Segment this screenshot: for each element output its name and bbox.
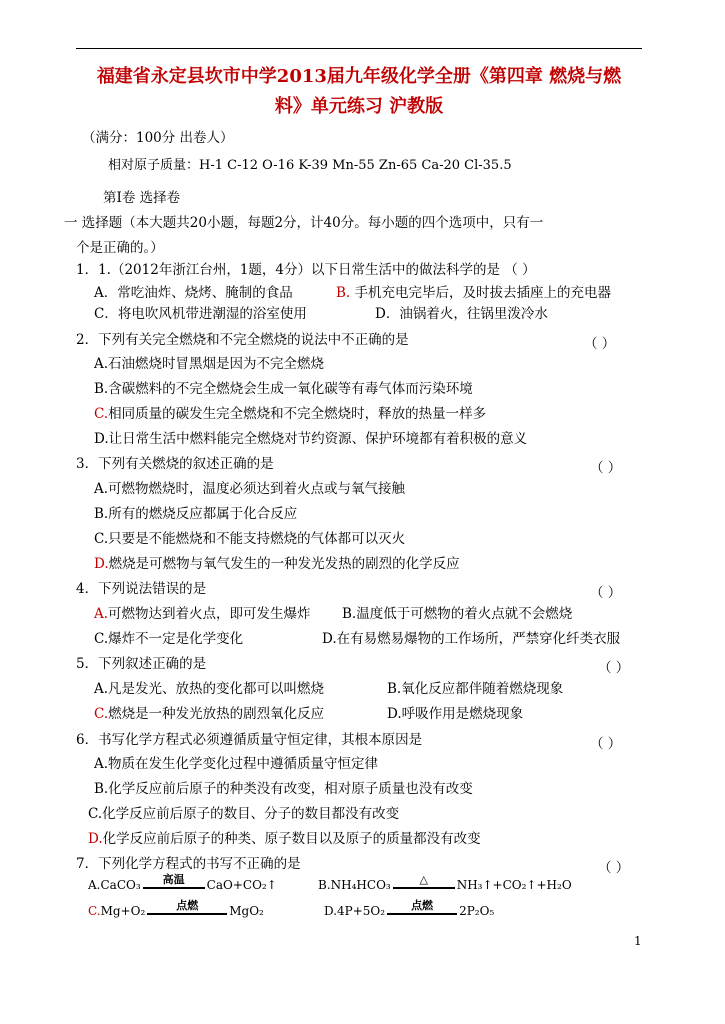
option-a: A.物质在发生化学变化过程中遵循质量守恒定律: [94, 756, 379, 772]
option-b: B.化学反应前后原子的种类没有改变，相对原子质量也没有改变: [94, 781, 473, 797]
option-c: C.化学反应前后原子的数目、分子的数目都没有改变: [88, 806, 400, 822]
answer-paren: （ ）: [590, 736, 622, 752]
reaction-arrow: 点燃: [387, 900, 457, 919]
option-a: A.可燃物达到着火点，即可发生爆炸: [94, 606, 311, 622]
reaction-arrow: 点燃: [147, 900, 227, 919]
section-heading: 第Ⅰ卷 选择卷: [103, 190, 181, 206]
option-b: B.所有的燃烧反应都属于化合反应: [94, 506, 298, 522]
question-stem: 4．下列说法错误的是: [76, 581, 207, 597]
option-a: A．常吃油炸、烧烤、腌制的食品: [94, 285, 293, 301]
question-stem: 7．下列化学方程式的书写不正确的是: [76, 856, 301, 872]
option-b: B.氧化反应都伴随着燃烧现象: [387, 681, 564, 697]
option-d: D.让日常生活中燃料能完全燃烧对节约资源、保护环境都有着积极的意义: [94, 431, 528, 447]
option-d: D.在有易燃易爆物的工作场所，严禁穿化纤类衣服: [322, 631, 621, 647]
option-c: C.燃烧是一种发光放热的剧烈氧化反应: [94, 706, 325, 722]
equation-option-b: B.NH₄HCO₃ △ NH₃↑+CO₂↑+H₂O: [318, 873, 572, 892]
instructions-line-2: 个是正确的。）: [76, 240, 164, 256]
option-b: B.含碳燃料的不完全燃烧会生成一氧化碳等有毒气体而污染环境: [94, 381, 473, 397]
option-d: D.呼吸作用是燃烧现象: [387, 706, 524, 722]
question-stem: 1．1.（2012年浙江台州，1题，4分）以下日常生活中的做法科学的是 （ ）: [76, 262, 536, 278]
equation-option-a: A.CaCO₃ 高温 CaO+CO₂↑: [88, 873, 277, 892]
option-d: D.化学反应前后原子的种类、原子数目以及原子的质量都没有改变: [88, 831, 481, 847]
option-a: A.石油燃烧时冒黑烟是因为不完全燃烧: [94, 356, 325, 372]
answer-paren: （ ）: [590, 460, 622, 476]
option-c: C.只要是不能燃烧和不能支持燃烧的气体都可以灭火: [94, 531, 406, 547]
reaction-arrow: △: [393, 874, 455, 893]
answer-paren: （ ）: [590, 585, 622, 601]
reaction-arrow: 高温: [143, 874, 205, 893]
answer-paren: （ ）: [598, 860, 630, 876]
atomic-mass-line: 相对原子质量：H-1 C-12 O-16 K-39 Mn-55 Zn-65 Ca-20 Cl-35.5: [108, 158, 512, 173]
answer-paren: （ ）: [598, 660, 630, 676]
option-a: A.可燃物燃烧时，温度必须达到着火点或与氧气接触: [94, 481, 406, 497]
header-rule: [76, 48, 642, 49]
option-d: D．油锅着火，往锅里泼冷水: [375, 306, 548, 322]
question-stem: 6．书写化学方程式必须遵循质量守恒定律，其根本原因是: [76, 732, 423, 748]
equation-option-c: C.Mg+O₂ 点燃 MgO₂: [88, 899, 264, 918]
instructions-line-1: 一 选择题（本大题共20小题，每题2分，计40分。每小题的四个选项中，只有一: [64, 215, 544, 231]
question-stem: 5．下列叙述正确的是: [76, 656, 207, 672]
option-b: B. 手机充电完毕后，及时拔去插座上的充电器: [336, 285, 612, 301]
answer-paren: （ ）: [584, 336, 616, 352]
option-c: C.爆炸不一定是化学变化: [94, 631, 244, 647]
option-c: C．将电吹风机带进潮湿的浴室使用: [94, 306, 307, 322]
option-a: A.凡是发光、放热的变化都可以叫燃烧: [94, 681, 325, 697]
question-stem: 3．下列有关燃烧的叙述正确的是: [76, 456, 274, 472]
question-stem: 2．下列有关完全燃烧和不完全燃烧的说法中不正确的是: [76, 332, 409, 348]
page-number: 1: [634, 934, 642, 948]
option-d: D.燃烧是可燃物与氧气发生的一种发光发热的剧烈的化学反应: [94, 556, 460, 572]
equation-option-d: D.4P+5O₂ 点燃 2P₂O₅: [324, 899, 495, 918]
option-b: B.温度低于可燃物的着火点就不会燃烧: [342, 606, 573, 622]
exam-meta: （满分：100分 出卷人）: [82, 130, 234, 146]
doc-title-line-1: 福建省永定县坎市中学2013届九年级化学全册《第四章 燃烧与燃: [96, 66, 622, 87]
option-c: C.相同质量的碳发生完全燃烧和不完全燃烧时，释放的热量一样多: [94, 406, 487, 422]
doc-title-line-2: 料》单元练习 沪教版: [274, 96, 444, 117]
